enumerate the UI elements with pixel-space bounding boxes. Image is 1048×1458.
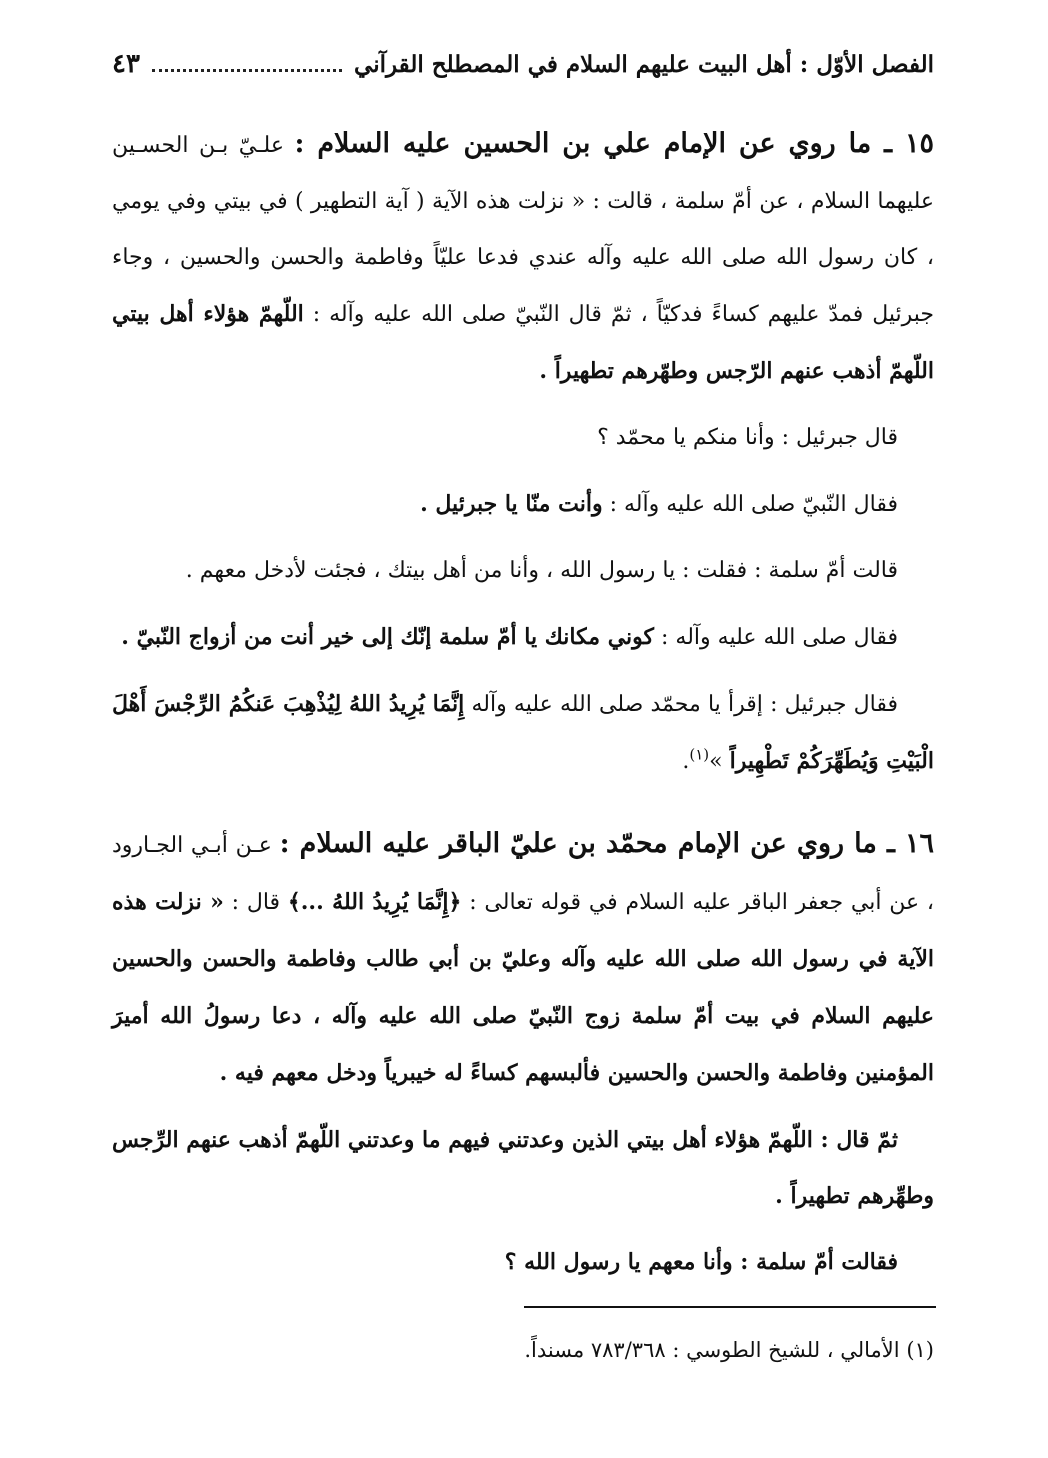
section-16-heading: ١٦ ـ ما روي عن الإمام محمّد بن عليّ الباقر عليه السلام : xyxy=(279,828,934,859)
section-16-intro xyxy=(112,816,934,1102)
section-15-para-6 xyxy=(112,676,934,790)
section-15-para-5-bold: كوني مكانك يا أمّ سلمة إنّك إلى خير أنت من أزواج النّبيّ . xyxy=(121,624,655,650)
chapter-title: الفصل الأوّل : أهل البيت عليهم السلام في المصطلح القرآني xyxy=(354,50,934,78)
section-16-para-2: ثمّ قال : اللّهمّ هؤلاء أهل بيتي الذين وعدتني فيهم ما وعدتني اللّهمّ أذهب عنهم الرِّجس وطهِّرهم تطهيراً . xyxy=(112,1127,934,1209)
main-text xyxy=(112,116,934,1300)
running-header xyxy=(112,42,934,86)
footnote xyxy=(112,1328,934,1372)
section-15-para-5 xyxy=(112,609,934,666)
section-15-para-5-lead: فقال صلى الله عليه وآله : xyxy=(661,625,898,650)
section-15-prayer: اللّهمّ هؤلاء أهل بيتي اللّهمّ أذهب عنهم الرّجس وطهّرهم تطهيراً . xyxy=(112,301,934,384)
page-number: ٤٣ xyxy=(112,49,140,79)
section-16-qal: قال : xyxy=(231,890,281,915)
footnote-divider xyxy=(524,1306,936,1308)
leader-dots xyxy=(152,69,342,72)
section-16-narration: عـن أبـي الجـارود ، عن أبي جعفر الباقر عليه السلام في قوله تعالى : xyxy=(112,833,934,915)
section-15-para-3 xyxy=(112,476,934,533)
section-16-quote: ﴿إِنَّمَا يُرِيدُ اللهُ ...﴾ xyxy=(287,889,462,915)
section-16-para-3: فقالت أمّ سلمة : وأنا معهم يا رسول الله ؟ xyxy=(504,1249,898,1275)
section-15-para-2: قال جبرئيل : وأنا منكم يا محمّد ؟ xyxy=(597,425,898,450)
section-15-para-3-bold: وأنت منّا يا جبرئيل . xyxy=(420,491,603,517)
footnote-ref: (١) xyxy=(689,745,710,764)
section-15-para-3-lead: فقال النّبيّ صلى الله عليه وآله : xyxy=(609,492,898,517)
section-15-para-6-lead: فقال جبرئيل : إقرأ يا محمّد صلى الله عليه وآله xyxy=(471,692,898,717)
closing-quote: » xyxy=(709,749,723,774)
section-15-narration: علـيّ بـن الحسـين عليهما السلام ، عن أمّ سلمة ، قالت : « نزلت هذه الآية ( آية التطهير ) في بيتي وفي يومي ، كان رسول الله صلى الله عليه وآله عندي فدعا عليّاً وفاطمة والحسن والحسين ، وجاء جبرئيل فمدّ عليهم كساءً فدكيّاً ، ثمّ قال النّبيّ صلى الله عليه وآله : xyxy=(112,133,934,327)
full-stop: . xyxy=(682,749,690,774)
quran-verse: إِنَّمَا يُرِيدُ اللهُ لِيُذْهِبَ عَنكُمُ الرِّجْسَ أَهْلَ الْبَيْتِ وَيُطَهِّرَكُمْ تَطْهِيراً xyxy=(112,691,934,774)
footnote-marker: (١) xyxy=(906,1338,934,1362)
footnote-text: الأمالي ، للشيخ الطوسي : ٧٨٣/٣٦٨ مسنداً. xyxy=(524,1338,900,1362)
section-15-heading: ١٥ ـ ما روي عن الإمام علي بن الحسين عليه السلام : xyxy=(294,128,934,159)
section-16-hadith: « نزلت هذه الآية في رسول الله صلى الله عليه وآله وعليّ بن أبي طالب وفاطمة والحسن والحسين عليهم السلام في بيت أمّ سلمة زوج النّبيّ صلى الله عليه وآله ، دعا رسولُ الله أميرَ المؤمنين وفاطمة والحسن والحسين فألبسهم كساءً له خيبرياً ودخل معهم فيه . xyxy=(112,889,934,1086)
section-15-intro xyxy=(112,116,934,400)
section-15-para-4: قالت أمّ سلمة : فقلت : يا رسول الله ، وأنا من أهل بيتك ، فجئت لأدخل معهم . xyxy=(185,558,898,583)
